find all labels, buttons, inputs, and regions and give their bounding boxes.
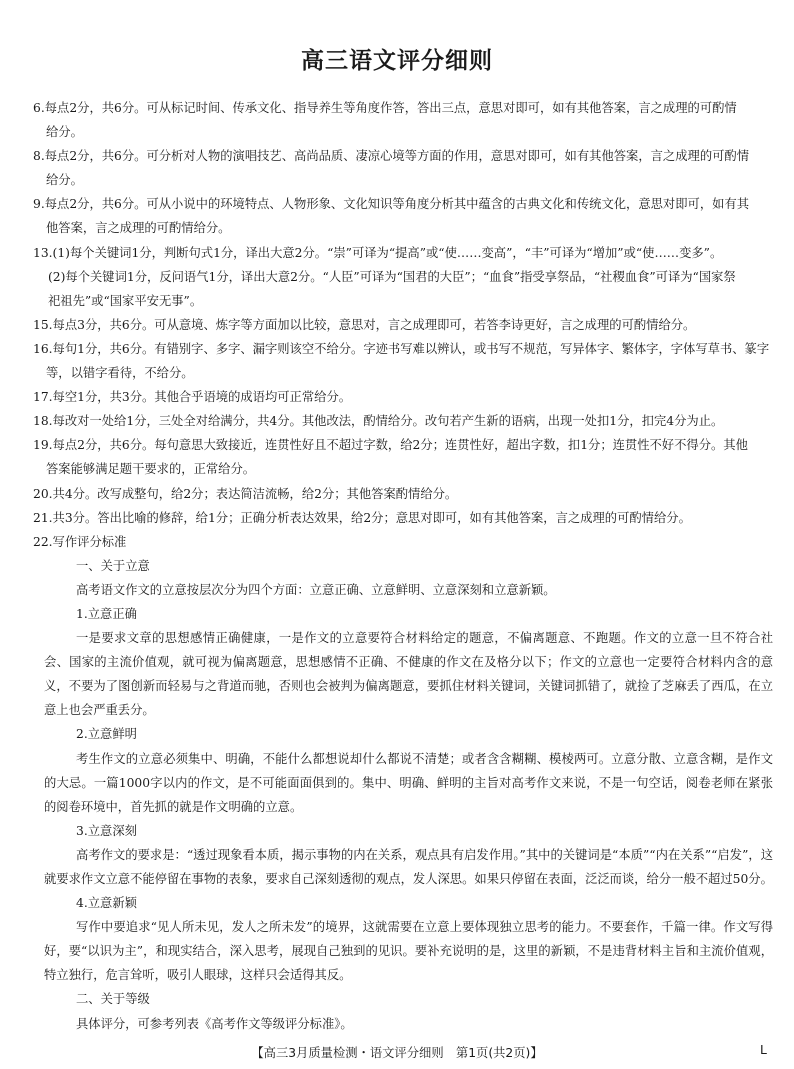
item-q13-2-cont: 祀祖先”或“国家平安无事”。 [48, 293, 203, 308]
point-title-1: 1.立意正确 [76, 606, 137, 621]
point-text-4: 写作中要追求“见人所未见，发人之所未发”的境界，这就需要在立意上要体现独立思考的能力。不要套作，千篇一律。作文写得好，要“以识为主”，和现实结合，深入思考，展现自己独到的见识。要补充说明的是，这里的新颖，不是违背材料主旨和主流价值观，特立独行，危言耸听，吸引人眼球，这样只会适得其反。 [44, 920, 773, 983]
point-text-1: 一是要求文章的思想感情正确健康，一是作文的立意要符合材料给定的题意，不偏离题意、不跑题。作文的立意一旦不符合社会、国家的主流价值观，就可视为偏离题意，思想感情不正确、不健康的作文在及格分以下；作文的立意也一定要符合材料内含的意义，不要为了图创新而轻易与之背道而驰，否则也会被判为偏离题意，要抓住材料关键词，关键词抓错了，就捡了芝麻丢了西瓜，在立意上也会严重丢分。 [44, 631, 773, 718]
item-q13-1: 13.(1)每个关键词1分，判断句式1分，译出大意2分。“崇”可译为“提高”或“使……变高”，“丰”可译为“增加”或“使……变多”。 [33, 245, 723, 260]
point-title-4: 4.立意新颖 [76, 896, 137, 911]
point-text-2: 考生作文的立意必须集中、明确，不能什么都想说却什么都说不清楚；或者含含糊糊、模棱两可。立意分散、立意含糊，是作文的大忌。一篇1000字以内的作文，是不可能面面俱到的。集中、明确、鲜明的主旨对高考作文来说，不是一句空话，阅卷老师在紧张的阅卷环境中，首先抓的就是作文明确的立意。 [44, 751, 773, 814]
point-title-3: 3.立意深刻 [76, 823, 137, 838]
item-q19-cont: 答案能够满足题干要求的，正常给分。 [46, 462, 256, 477]
item-q20: 20.共4分。改写成整句，给2分；表达简洁流畅，给2分；其他答案酌情给分。 [33, 486, 458, 501]
page-footer: 【高三3月质量检测・语文评分细则 第1页(共2页)】 [251, 1046, 543, 1060]
item-q21: 21.共3分。答出比喻的修辞，给1分；正确分析表达效果，给2分；意思对即可，如有其他答案，言之成理的可酌情给分。 [33, 510, 691, 525]
page-title: 高三语文评分细则 [301, 48, 493, 74]
item-q13-2: (2)每个关键词1分，反问语气1分，译出大意2分。“人臣”可译为“国君的大臣”；“血食”指受享祭品，“社稷血食”可译为“国家祭 [48, 269, 736, 284]
point-text-3: 高考作文的要求是：“透过现象看本质，揭示事物的内在关系，观点具有启发作用。”其中的关键词是“本质”“内在关系”“启发”，这就要求作文立意不能停留在事物的表象，要求自己深刻透彻的观点，发人深思。如果只停留在表面，泛泛而谈，给分一般不超过50分。 [44, 847, 773, 886]
item-q6: 6.每点2分，共6分。可从标记时间、传承文化、指导养生等角度作答，答出三点，意思对即可，如有其他答案，言之成理的可酌情 [33, 101, 737, 115]
item-q22: 22.写作评分标准 [33, 534, 127, 549]
item-q15: 15.每点3分，共6分。可从意境、炼字等方面加以比较，意思对，言之成理即可，若答李诗更好，言之成理的可酌情给分。 [33, 317, 696, 332]
item-q8: 8.每点2分，共6分。可分析对人物的演唱技艺、高尚品质、凄凉心境等方面的作用，意思对即可，如有其他答案，言之成理的可酌情 [33, 149, 750, 164]
section-heading-1: 一、关于立意 [76, 558, 150, 573]
point-title-2: 2.立意鲜明 [76, 727, 137, 742]
section-intro-1: 高考语文作文的立意按层次分为四个方面：立意正确、立意鲜明、立意深刻和立意新颖。 [76, 582, 556, 597]
item-q18: 18.每改对一处给1分，三处全对给满分，共4分。其他改法，酌情给分。改句若产生新的语病，出现一处扣1分，扣完4分为止。 [33, 414, 724, 429]
item-q17: 17.每空1分，共3分。其他合乎语境的成语均可正常给分。 [33, 390, 352, 405]
item-q6-cont: 给分。 [46, 125, 83, 140]
item-q16: 16.每句1分，共6分。有错别字、多字、漏字则该空不给分。字迹书写难以辨认，或书写不规范，写异体字、繁体字，字体写草书、篆字 [33, 341, 770, 356]
item-q9-cont: 他答案，言之成理的可酌情给分。 [46, 221, 231, 236]
item-q16-cont: 等，以错字看待，不给分。 [46, 366, 194, 381]
section-text-2: 具体评分，可参考列表《高考作文等级评分标准》。 [76, 1016, 353, 1031]
item-q9: 9.每点2分，共6分。可从小说中的环境特点、人物形象、文化知识等角度分析其中蕴含的古典文化和传统文化，意思对即可，如有其 [33, 197, 750, 212]
item-q8-cont: 给分。 [46, 173, 83, 188]
section-heading-2: 二、关于等级 [76, 992, 150, 1007]
footer-letter: L [760, 1043, 767, 1057]
item-q19: 19.每点2分，共6分。每句意思大致接近，连贯性好且不超过字数，给2分；连贯性好，超出字数，扣1分；连贯性不好不得分。其他 [33, 438, 748, 453]
grading-rules [33, 96, 773, 1036]
